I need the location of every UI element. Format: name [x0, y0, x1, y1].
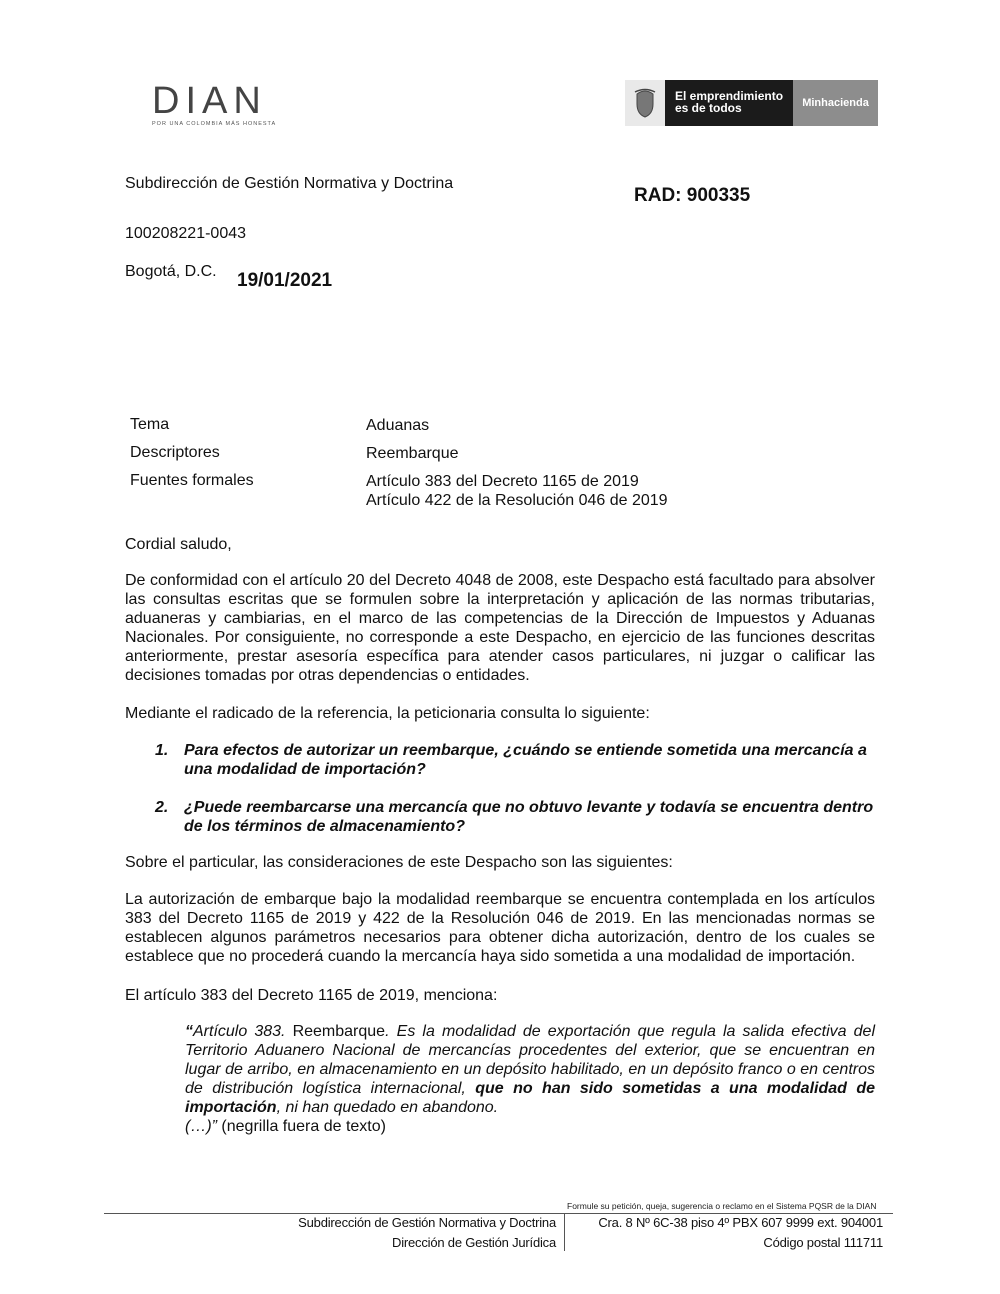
- quote-text-1: Es la modalidad de exportación que regula la salida efectiva del Territorio Aduanero Nacional de mercancías procedentes del exterior, que se encuentran en lugar de arribo, en almacenamiento en un depósito habilitado, en un depósito franco o en centros de distribución logística internacional,: [185, 1023, 876, 1097]
- paragraph-competence: De conformidad con el artículo 20 del Decreto 4048 de 2008, este Despacho está facultado para absolver las consultas escritas que se formulen sobre la interpretación y aplicación de las normas tributarias, aduaneras y cambiarias, en el marco de las competencias de la Dirección de Impuestos y Aduanas Nacionales. Por consiguiente, no corresponde a este Despacho, en ejercicio de las funciones descritas anteriormente, prestar asesoría específica para atender casos particulares, ni juzgar o calificar las decisiones tomadas por otras dependencias o entidades.: [125, 572, 875, 684]
- dian-tagline: POR UNA COLOMBIA MÁS HONESTA: [152, 121, 277, 127]
- question-text: Para efectos de autorizar un reembarque, ¿cuándo se entiende sometida una mercancía a una modalidad de importación?: [184, 742, 867, 778]
- government-logo: [625, 80, 878, 126]
- rad-number: RAD: 900335: [634, 185, 751, 206]
- coat-of-arms-icon: [625, 80, 665, 126]
- quote-dot: .: [385, 1023, 390, 1040]
- footer-right: [598, 1213, 883, 1253]
- question-number: 2.: [155, 799, 169, 816]
- quote-article: Artículo 383.: [193, 1023, 286, 1040]
- question-text: ¿Puede reembarcarse una mercancía que no obtuvo levante y todavía se encuentra dentro de los términos de almacenamiento?: [184, 799, 874, 835]
- reference-value-fuentes: [366, 472, 668, 510]
- city: Bogotá, D.C.: [125, 263, 217, 280]
- footer-postal-code: Código postal 111711: [763, 1235, 883, 1250]
- greeting: Cordial saludo,: [125, 536, 232, 553]
- footer-left: [298, 1213, 556, 1253]
- paragraph-article-intro: El artículo 383 del Decreto 1165 de 2019, menciona:: [125, 987, 498, 1004]
- paragraph-authorization: La autorización de embarque bajo la modalidad reembarque se encuentra contemplada en los artículos 383 del Decreto 1165 de 2019 y 422 de la Resolución 046 de 2019. En las mencionadas normas se establecen algunos parámetros necesarios para obtener dicha autorización, dentro de los cuales se establece que no procederá cuando la mercancía haya sido sometida a una modalidad de importación.: [125, 891, 875, 965]
- footer-pqsr-note: Formule su petición, queja, sugerencia o reclamo en el Sistema PQSR de la DIAN: [567, 1201, 877, 1211]
- paragraph-considerations: Sobre el particular, las consideraciones de este Despacho son las siguientes:: [125, 854, 673, 871]
- gov-slogan-line2: es de todos: [675, 101, 742, 115]
- footer-left-line1: Subdirección de Gestión Normativa y Doctrina: [298, 1215, 556, 1230]
- footer-column-separator: [564, 1214, 565, 1251]
- footer-address: Cra. 8 Nº 6C-38 piso 4º PBX 607 9999 ext. 904001: [598, 1215, 883, 1230]
- article-quote: [185, 1022, 875, 1136]
- paragraph-consultation: Mediante el radicado de la referencia, la peticionaria consulta lo siguiente:: [125, 705, 650, 722]
- reference-value-fuentes-2: Artículo 422 de la Resolución 046 de 2019: [366, 492, 668, 509]
- reference-value-descriptores: Reembarque: [366, 445, 459, 462]
- quote-note: (negrilla fuera de texto): [216, 1118, 386, 1135]
- question-item: [125, 798, 875, 836]
- reference-label-descriptores: Descriptores: [130, 444, 220, 461]
- file-number: 100208221-0043: [125, 225, 247, 242]
- gov-slogan: [665, 80, 793, 126]
- office-name: Subdirección de Gestión Normativa y Doctrina: [125, 175, 454, 192]
- quote-bold-text: que no han sido sometidas a una modalidad de importación: [185, 1080, 875, 1116]
- date: 19/01/2021: [237, 270, 333, 291]
- question-number: 1.: [155, 742, 169, 759]
- quote-title: Reembarque: [285, 1023, 386, 1040]
- reference-value-tema: Aduanas: [366, 417, 430, 434]
- dian-wordmark: DIAN: [152, 80, 267, 122]
- footer-left-line2: Dirección de Gestión Jurídica: [392, 1235, 556, 1250]
- quote-open-mark: “: [185, 1023, 193, 1040]
- questions-list: [125, 741, 875, 855]
- question-item: [125, 741, 875, 779]
- ministry-label: Minhacienda: [793, 80, 878, 126]
- gov-slogan-line1: El emprendimiento: [675, 89, 784, 103]
- quote-ellipsis: (…)”: [185, 1118, 217, 1135]
- quote-text-2: , ni han quedado en abandono.: [276, 1099, 499, 1116]
- reference-label-tema: Tema: [130, 416, 170, 433]
- reference-label-fuentes: Fuentes formales: [130, 472, 254, 489]
- reference-value-fuentes-1: Artículo 383 del Decreto 1165 de 2019: [366, 473, 639, 490]
- dian-logo: [150, 80, 315, 130]
